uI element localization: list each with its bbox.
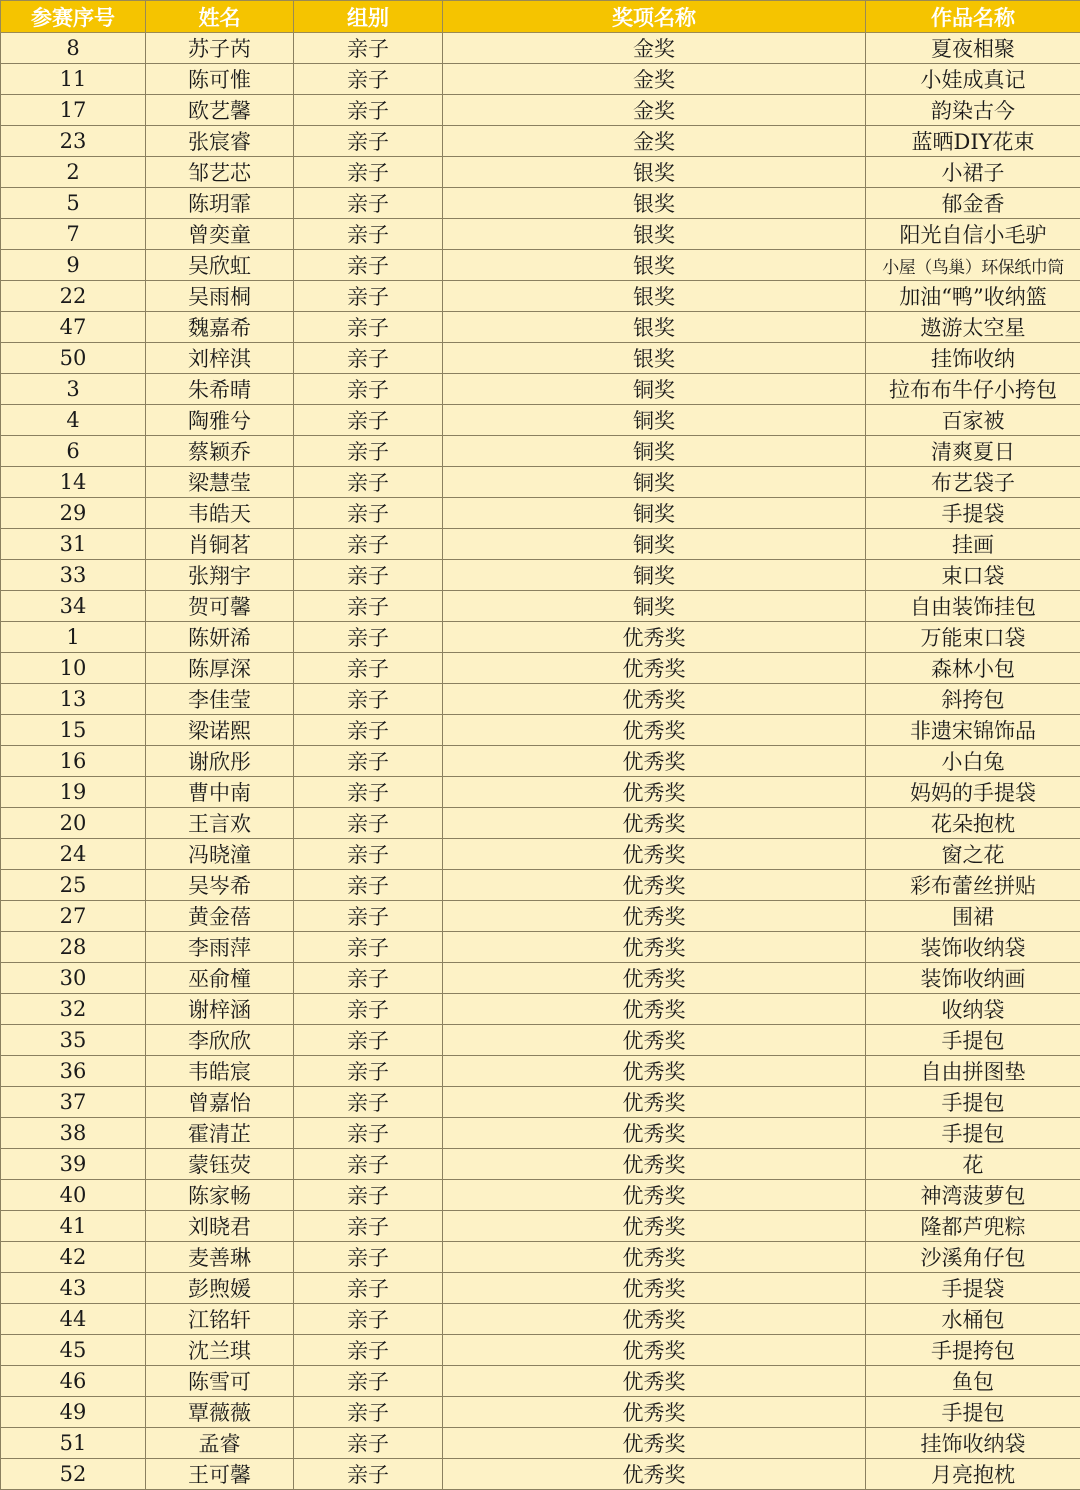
cell-work-title: 月亮抱枕 bbox=[866, 1459, 1080, 1490]
cell-group: 亲子 bbox=[294, 591, 443, 622]
cell-entry-number: 38 bbox=[1, 1118, 146, 1149]
cell-group: 亲子 bbox=[294, 746, 443, 777]
cell-work-title: 手提包 bbox=[866, 1087, 1080, 1118]
cell-work-title: 手提袋 bbox=[866, 1273, 1080, 1304]
cell-award: 优秀奖 bbox=[443, 932, 866, 963]
cell-entry-number: 7 bbox=[1, 219, 146, 250]
cell-work-title: 小屋（鸟巢）环保纸巾筒 bbox=[866, 250, 1080, 281]
cell-name: 刘梓淇 bbox=[146, 343, 294, 374]
cell-award: 优秀奖 bbox=[443, 653, 866, 684]
cell-name: 陶雅兮 bbox=[146, 405, 294, 436]
cell-entry-number: 52 bbox=[1, 1459, 146, 1490]
cell-work-title: 百家被 bbox=[866, 405, 1080, 436]
cell-work-title: 手提袋 bbox=[866, 498, 1080, 529]
cell-group: 亲子 bbox=[294, 560, 443, 591]
cell-group: 亲子 bbox=[294, 529, 443, 560]
cell-entry-number: 41 bbox=[1, 1211, 146, 1242]
cell-award: 优秀奖 bbox=[443, 1087, 866, 1118]
cell-name: 张宸睿 bbox=[146, 126, 294, 157]
cell-entry-number: 42 bbox=[1, 1242, 146, 1273]
cell-name: 邹艺芯 bbox=[146, 157, 294, 188]
cell-work-title: 沙溪角仔包 bbox=[866, 1242, 1080, 1273]
cell-work-title: 拉布布牛仔小挎包 bbox=[866, 374, 1080, 405]
cell-group: 亲子 bbox=[294, 622, 443, 653]
cell-work-title: 非遗宋锦饰品 bbox=[866, 715, 1080, 746]
cell-work-title: 手提包 bbox=[866, 1118, 1080, 1149]
cell-entry-number: 2 bbox=[1, 157, 146, 188]
cell-award: 优秀奖 bbox=[443, 1335, 866, 1366]
cell-group: 亲子 bbox=[294, 126, 443, 157]
cell-award: 优秀奖 bbox=[443, 684, 866, 715]
cell-award: 铜奖 bbox=[443, 560, 866, 591]
cell-award: 金奖 bbox=[443, 64, 866, 95]
cell-award: 优秀奖 bbox=[443, 994, 866, 1025]
cell-group: 亲子 bbox=[294, 839, 443, 870]
cell-award: 优秀奖 bbox=[443, 963, 866, 994]
cell-name: 蒙钰荧 bbox=[146, 1149, 294, 1180]
cell-work-title: 小娃成真记 bbox=[866, 64, 1080, 95]
cell-name: 陈家畅 bbox=[146, 1180, 294, 1211]
cell-group: 亲子 bbox=[294, 1180, 443, 1211]
cell-entry-number: 20 bbox=[1, 808, 146, 839]
cell-award: 优秀奖 bbox=[443, 808, 866, 839]
cell-award: 优秀奖 bbox=[443, 1211, 866, 1242]
cell-group: 亲子 bbox=[294, 1242, 443, 1273]
header-award: 奖项名称 bbox=[443, 1, 866, 33]
cell-entry-number: 8 bbox=[1, 33, 146, 64]
cell-award: 优秀奖 bbox=[443, 901, 866, 932]
cell-group: 亲子 bbox=[294, 33, 443, 64]
cell-entry-number: 4 bbox=[1, 405, 146, 436]
table-row bbox=[1, 1242, 1080, 1273]
cell-name: 朱希晴 bbox=[146, 374, 294, 405]
cell-group: 亲子 bbox=[294, 808, 443, 839]
cell-work-title: 挂饰收纳 bbox=[866, 343, 1080, 374]
cell-award: 优秀奖 bbox=[443, 1273, 866, 1304]
cell-entry-number: 24 bbox=[1, 839, 146, 870]
table-row bbox=[1, 436, 1080, 467]
table-row bbox=[1, 1366, 1080, 1397]
cell-award: 铜奖 bbox=[443, 405, 866, 436]
cell-name: 韦皓天 bbox=[146, 498, 294, 529]
cell-group: 亲子 bbox=[294, 467, 443, 498]
table-row bbox=[1, 343, 1080, 374]
cell-work-title: 挂画 bbox=[866, 529, 1080, 560]
cell-name: 韦皓宸 bbox=[146, 1056, 294, 1087]
cell-entry-number: 17 bbox=[1, 95, 146, 126]
cell-entry-number: 3 bbox=[1, 374, 146, 405]
table-row bbox=[1, 1056, 1080, 1087]
cell-name: 覃薇薇 bbox=[146, 1397, 294, 1428]
table-row bbox=[1, 33, 1080, 64]
cell-award: 优秀奖 bbox=[443, 1304, 866, 1335]
cell-name: 梁诺熙 bbox=[146, 715, 294, 746]
cell-award: 优秀奖 bbox=[443, 1459, 866, 1490]
cell-group: 亲子 bbox=[294, 1056, 443, 1087]
cell-name: 梁慧莹 bbox=[146, 467, 294, 498]
cell-group: 亲子 bbox=[294, 777, 443, 808]
cell-work-title: 郁金香 bbox=[866, 188, 1080, 219]
cell-entry-number: 45 bbox=[1, 1335, 146, 1366]
table-row bbox=[1, 808, 1080, 839]
cell-award: 优秀奖 bbox=[443, 746, 866, 777]
cell-group: 亲子 bbox=[294, 1335, 443, 1366]
cell-group: 亲子 bbox=[294, 870, 443, 901]
cell-entry-number: 5 bbox=[1, 188, 146, 219]
cell-entry-number: 25 bbox=[1, 870, 146, 901]
table-row bbox=[1, 219, 1080, 250]
cell-group: 亲子 bbox=[294, 932, 443, 963]
cell-group: 亲子 bbox=[294, 1397, 443, 1428]
table-row bbox=[1, 1025, 1080, 1056]
table-row bbox=[1, 901, 1080, 932]
table-row bbox=[1, 963, 1080, 994]
cell-award: 铜奖 bbox=[443, 591, 866, 622]
table-row bbox=[1, 157, 1080, 188]
cell-award: 铜奖 bbox=[443, 529, 866, 560]
table-row bbox=[1, 529, 1080, 560]
cell-work-title: 加油“鸭”收纳篮 bbox=[866, 281, 1080, 312]
cell-name: 王可馨 bbox=[146, 1459, 294, 1490]
cell-name: 巫俞橦 bbox=[146, 963, 294, 994]
cell-entry-number: 35 bbox=[1, 1025, 146, 1056]
table-row bbox=[1, 653, 1080, 684]
cell-name: 魏嘉希 bbox=[146, 312, 294, 343]
cell-group: 亲子 bbox=[294, 1366, 443, 1397]
cell-group: 亲子 bbox=[294, 715, 443, 746]
cell-award: 优秀奖 bbox=[443, 1242, 866, 1273]
cell-work-title: 手提挎包 bbox=[866, 1335, 1080, 1366]
cell-group: 亲子 bbox=[294, 1087, 443, 1118]
cell-entry-number: 29 bbox=[1, 498, 146, 529]
cell-group: 亲子 bbox=[294, 219, 443, 250]
cell-name: 李佳莹 bbox=[146, 684, 294, 715]
cell-award: 优秀奖 bbox=[443, 715, 866, 746]
cell-name: 霍清芷 bbox=[146, 1118, 294, 1149]
cell-entry-number: 34 bbox=[1, 591, 146, 622]
table-row bbox=[1, 994, 1080, 1025]
cell-work-title: 森林小包 bbox=[866, 653, 1080, 684]
cell-work-title: 窗之花 bbox=[866, 839, 1080, 870]
cell-group: 亲子 bbox=[294, 1428, 443, 1459]
cell-entry-number: 19 bbox=[1, 777, 146, 808]
header-name: 姓名 bbox=[146, 1, 294, 33]
cell-group: 亲子 bbox=[294, 405, 443, 436]
cell-work-title: 妈妈的手提袋 bbox=[866, 777, 1080, 808]
cell-entry-number: 47 bbox=[1, 312, 146, 343]
cell-work-title: 自由拼图垫 bbox=[866, 1056, 1080, 1087]
table-row bbox=[1, 777, 1080, 808]
table-row bbox=[1, 622, 1080, 653]
cell-award: 优秀奖 bbox=[443, 839, 866, 870]
table-row bbox=[1, 1149, 1080, 1180]
cell-entry-number: 30 bbox=[1, 963, 146, 994]
cell-group: 亲子 bbox=[294, 64, 443, 95]
table-row bbox=[1, 1180, 1080, 1211]
cell-group: 亲子 bbox=[294, 1025, 443, 1056]
table-header bbox=[1, 1, 1080, 33]
cell-award: 优秀奖 bbox=[443, 777, 866, 808]
cell-award: 金奖 bbox=[443, 126, 866, 157]
cell-work-title: 花朵抱枕 bbox=[866, 808, 1080, 839]
table-row bbox=[1, 250, 1080, 281]
cell-award: 优秀奖 bbox=[443, 1118, 866, 1149]
cell-group: 亲子 bbox=[294, 374, 443, 405]
cell-name: 王言欢 bbox=[146, 808, 294, 839]
cell-name: 吴雨桐 bbox=[146, 281, 294, 312]
cell-work-title: 小白兔 bbox=[866, 746, 1080, 777]
cell-group: 亲子 bbox=[294, 1304, 443, 1335]
cell-name: 冯晓潼 bbox=[146, 839, 294, 870]
cell-award: 银奖 bbox=[443, 219, 866, 250]
cell-entry-number: 49 bbox=[1, 1397, 146, 1428]
cell-work-title: 水桶包 bbox=[866, 1304, 1080, 1335]
cell-group: 亲子 bbox=[294, 250, 443, 281]
cell-entry-number: 40 bbox=[1, 1180, 146, 1211]
cell-award: 优秀奖 bbox=[443, 1149, 866, 1180]
cell-entry-number: 43 bbox=[1, 1273, 146, 1304]
table-row bbox=[1, 591, 1080, 622]
cell-name: 陈玥霏 bbox=[146, 188, 294, 219]
table-row bbox=[1, 498, 1080, 529]
cell-name: 彭煦媛 bbox=[146, 1273, 294, 1304]
cell-work-title: 清爽夏日 bbox=[866, 436, 1080, 467]
table-row bbox=[1, 126, 1080, 157]
cell-award: 优秀奖 bbox=[443, 870, 866, 901]
table-row bbox=[1, 281, 1080, 312]
table-row bbox=[1, 1211, 1080, 1242]
cell-entry-number: 46 bbox=[1, 1366, 146, 1397]
cell-name: 陈妍浠 bbox=[146, 622, 294, 653]
table-row bbox=[1, 746, 1080, 777]
table-row bbox=[1, 467, 1080, 498]
cell-work-title: 蓝晒DIY花束 bbox=[866, 126, 1080, 157]
table-row bbox=[1, 560, 1080, 591]
cell-work-title: 遨游太空星 bbox=[866, 312, 1080, 343]
cell-name: 李欣欣 bbox=[146, 1025, 294, 1056]
cell-group: 亲子 bbox=[294, 1149, 443, 1180]
cell-group: 亲子 bbox=[294, 1459, 443, 1490]
cell-work-title: 装饰收纳画 bbox=[866, 963, 1080, 994]
cell-award: 银奖 bbox=[443, 343, 866, 374]
cell-entry-number: 37 bbox=[1, 1087, 146, 1118]
cell-group: 亲子 bbox=[294, 684, 443, 715]
cell-name: 曹中南 bbox=[146, 777, 294, 808]
cell-entry-number: 15 bbox=[1, 715, 146, 746]
cell-award: 银奖 bbox=[443, 281, 866, 312]
cell-award: 金奖 bbox=[443, 95, 866, 126]
cell-group: 亲子 bbox=[294, 653, 443, 684]
cell-entry-number: 31 bbox=[1, 529, 146, 560]
table-row bbox=[1, 188, 1080, 219]
cell-name: 孟睿 bbox=[146, 1428, 294, 1459]
table-row bbox=[1, 64, 1080, 95]
cell-name: 吴欣虹 bbox=[146, 250, 294, 281]
cell-award: 金奖 bbox=[443, 33, 866, 64]
table-row bbox=[1, 1273, 1080, 1304]
cell-name: 陈厚深 bbox=[146, 653, 294, 684]
table-body bbox=[1, 33, 1080, 1490]
cell-work-title: 挂饰收纳袋 bbox=[866, 1428, 1080, 1459]
cell-group: 亲子 bbox=[294, 95, 443, 126]
cell-group: 亲子 bbox=[294, 436, 443, 467]
cell-award: 银奖 bbox=[443, 157, 866, 188]
table-row bbox=[1, 1335, 1080, 1366]
cell-entry-number: 10 bbox=[1, 653, 146, 684]
cell-award: 优秀奖 bbox=[443, 1366, 866, 1397]
cell-award: 铜奖 bbox=[443, 436, 866, 467]
cell-award: 银奖 bbox=[443, 188, 866, 219]
cell-entry-number: 13 bbox=[1, 684, 146, 715]
cell-work-title: 万能束口袋 bbox=[866, 622, 1080, 653]
cell-entry-number: 32 bbox=[1, 994, 146, 1025]
cell-name: 沈兰琪 bbox=[146, 1335, 294, 1366]
cell-work-title: 自由装饰挂包 bbox=[866, 591, 1080, 622]
cell-group: 亲子 bbox=[294, 498, 443, 529]
table-row bbox=[1, 95, 1080, 126]
cell-name: 吴岑希 bbox=[146, 870, 294, 901]
cell-award: 铜奖 bbox=[443, 498, 866, 529]
cell-work-title: 彩布蕾丝拼贴 bbox=[866, 870, 1080, 901]
cell-group: 亲子 bbox=[294, 343, 443, 374]
table-row bbox=[1, 715, 1080, 746]
cell-name: 李雨萍 bbox=[146, 932, 294, 963]
cell-work-title: 斜挎包 bbox=[866, 684, 1080, 715]
cell-group: 亲子 bbox=[294, 1118, 443, 1149]
cell-name: 麦善琳 bbox=[146, 1242, 294, 1273]
table-row bbox=[1, 405, 1080, 436]
cell-group: 亲子 bbox=[294, 1273, 443, 1304]
cell-work-title: 围裙 bbox=[866, 901, 1080, 932]
cell-award: 优秀奖 bbox=[443, 622, 866, 653]
cell-entry-number: 27 bbox=[1, 901, 146, 932]
table-row bbox=[1, 1459, 1080, 1490]
cell-name: 苏子芮 bbox=[146, 33, 294, 64]
table-row bbox=[1, 870, 1080, 901]
cell-group: 亲子 bbox=[294, 157, 443, 188]
cell-group: 亲子 bbox=[294, 963, 443, 994]
cell-award: 优秀奖 bbox=[443, 1180, 866, 1211]
cell-name: 蔡颖乔 bbox=[146, 436, 294, 467]
table-row bbox=[1, 932, 1080, 963]
cell-work-title: 小裙子 bbox=[866, 157, 1080, 188]
cell-work-title: 装饰收纳袋 bbox=[866, 932, 1080, 963]
cell-award: 优秀奖 bbox=[443, 1397, 866, 1428]
cell-name: 黄金蓓 bbox=[146, 901, 294, 932]
cell-group: 亲子 bbox=[294, 994, 443, 1025]
cell-work-title: 夏夜相聚 bbox=[866, 33, 1080, 64]
cell-entry-number: 33 bbox=[1, 560, 146, 591]
cell-entry-number: 9 bbox=[1, 250, 146, 281]
cell-entry-number: 6 bbox=[1, 436, 146, 467]
cell-work-title: 鱼包 bbox=[866, 1366, 1080, 1397]
cell-name: 江铭轩 bbox=[146, 1304, 294, 1335]
cell-entry-number: 23 bbox=[1, 126, 146, 157]
table-row bbox=[1, 1087, 1080, 1118]
cell-award: 优秀奖 bbox=[443, 1428, 866, 1459]
cell-work-title: 花 bbox=[866, 1149, 1080, 1180]
table-row bbox=[1, 1428, 1080, 1459]
cell-award: 银奖 bbox=[443, 312, 866, 343]
table-row bbox=[1, 839, 1080, 870]
cell-entry-number: 39 bbox=[1, 1149, 146, 1180]
cell-group: 亲子 bbox=[294, 1211, 443, 1242]
cell-award: 优秀奖 bbox=[443, 1025, 866, 1056]
cell-name: 肖铜茗 bbox=[146, 529, 294, 560]
cell-entry-number: 1 bbox=[1, 622, 146, 653]
table-row bbox=[1, 1397, 1080, 1428]
cell-work-title: 布艺袋子 bbox=[866, 467, 1080, 498]
cell-award: 银奖 bbox=[443, 250, 866, 281]
cell-work-title: 束口袋 bbox=[866, 560, 1080, 591]
cell-entry-number: 14 bbox=[1, 467, 146, 498]
cell-work-title: 神湾菠萝包 bbox=[866, 1180, 1080, 1211]
cell-work-title: 手提包 bbox=[866, 1025, 1080, 1056]
cell-group: 亲子 bbox=[294, 312, 443, 343]
header-row bbox=[1, 1, 1080, 33]
cell-name: 刘晓君 bbox=[146, 1211, 294, 1242]
cell-group: 亲子 bbox=[294, 281, 443, 312]
header-entry-number: 参赛序号 bbox=[1, 1, 146, 33]
header-group: 组别 bbox=[294, 1, 443, 33]
cell-entry-number: 16 bbox=[1, 746, 146, 777]
cell-name: 谢欣彤 bbox=[146, 746, 294, 777]
cell-entry-number: 51 bbox=[1, 1428, 146, 1459]
table-row bbox=[1, 1118, 1080, 1149]
header-work-title: 作品名称 bbox=[866, 1, 1080, 33]
table-row bbox=[1, 374, 1080, 405]
cell-award: 铜奖 bbox=[443, 467, 866, 498]
cell-name: 曾嘉怡 bbox=[146, 1087, 294, 1118]
cell-name: 贺可馨 bbox=[146, 591, 294, 622]
cell-entry-number: 36 bbox=[1, 1056, 146, 1087]
table-row bbox=[1, 312, 1080, 343]
cell-name: 陈可惟 bbox=[146, 64, 294, 95]
cell-work-title: 阳光自信小毛驴 bbox=[866, 219, 1080, 250]
cell-entry-number: 22 bbox=[1, 281, 146, 312]
cell-award: 铜奖 bbox=[443, 374, 866, 405]
cell-award: 优秀奖 bbox=[443, 1056, 866, 1087]
cell-entry-number: 11 bbox=[1, 64, 146, 95]
cell-work-title: 隆都芦兜粽 bbox=[866, 1211, 1080, 1242]
cell-entry-number: 50 bbox=[1, 343, 146, 374]
cell-work-title: 手提包 bbox=[866, 1397, 1080, 1428]
cell-name: 陈雪可 bbox=[146, 1366, 294, 1397]
cell-work-title: 收纳袋 bbox=[866, 994, 1080, 1025]
cell-name: 张翔宇 bbox=[146, 560, 294, 591]
cell-group: 亲子 bbox=[294, 901, 443, 932]
cell-name: 欧艺馨 bbox=[146, 95, 294, 126]
table-row bbox=[1, 684, 1080, 715]
cell-entry-number: 28 bbox=[1, 932, 146, 963]
cell-entry-number: 44 bbox=[1, 1304, 146, 1335]
cell-group: 亲子 bbox=[294, 188, 443, 219]
cell-name: 谢梓涵 bbox=[146, 994, 294, 1025]
table-row bbox=[1, 1304, 1080, 1335]
cell-name: 曾奕童 bbox=[146, 219, 294, 250]
cell-work-title: 韵染古今 bbox=[866, 95, 1080, 126]
